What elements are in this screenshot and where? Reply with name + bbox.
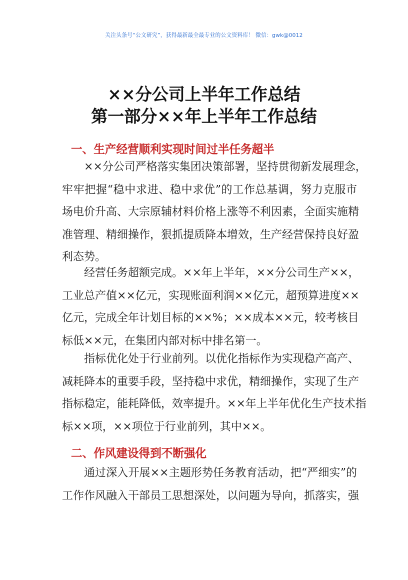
paragraph-line: 亿元，完成全年计划目标的××%；××成本××元，较考核目 (62, 311, 359, 325)
paragraph-overview (62, 156, 367, 269)
paragraph-line: 标低××元，在集团内部对标中排名第一。 (62, 333, 268, 347)
paragraph-line: 工作作风融入干部员工思想深处，以问题为导向，抓落实，强 (62, 488, 359, 502)
paragraph-line: ××分公司严格落实集团决策部署，坚持贯彻新发展理念， (84, 160, 367, 173)
paragraph-line: 利态势。 (62, 250, 106, 264)
paragraph-work-style (62, 462, 357, 507)
document-title: ××分公司上半年工作总结 (107, 85, 301, 104)
paragraph-line: 指标优化处于行业前列。以优化指标作为实现稳产高产、 (84, 352, 359, 365)
paragraph-line: 准管理、精细操作，狠抓提质降本增效，生产经营保持良好盈 (62, 227, 359, 241)
paragraph-business-tasks (62, 262, 360, 352)
promo-banner: 关注头条号“公文研究”，获得最新最全最专业的公文资料库！ 微信：gwk@0012 (105, 33, 303, 39)
paragraph-line: 标××项，××项位于行业前列，其中××。 (62, 419, 272, 433)
paragraph-line: 减耗降本的重要手段，坚持稳中求优，精细操作，实现了生产 (62, 374, 359, 388)
paragraph-line: 指标稳定，能耗降低，效率提升。××年上半年优化生产技术指 (62, 397, 367, 411)
section-heading-2: 二、作风建设得到不断强化 (71, 447, 207, 460)
paragraph-line: 场电价升高、大宗原辅材料价格上涨等不利因素，全面实施精 (62, 205, 359, 219)
paragraph-line: 经营任务超额完成。××年上半年，××分公司生产××， (84, 266, 360, 279)
section-heading-1: 一、生产经营顺利实现时间过半任务超半 (71, 143, 275, 156)
paragraph-line: 通过深入开展××主题形势任务教育活动，把“严细实”的 (84, 466, 357, 479)
paragraph-indicators (62, 348, 367, 438)
document-subtitle: 第一部分××年上半年工作总结 (91, 107, 317, 126)
paragraph-line: 牢牢把握“稳中求进、稳中求优”的工作总基调，努力克服市 (62, 182, 357, 196)
paragraph-line: 工业总产值××亿元，实现账面利润××亿元，超预算进度×× (62, 288, 360, 302)
